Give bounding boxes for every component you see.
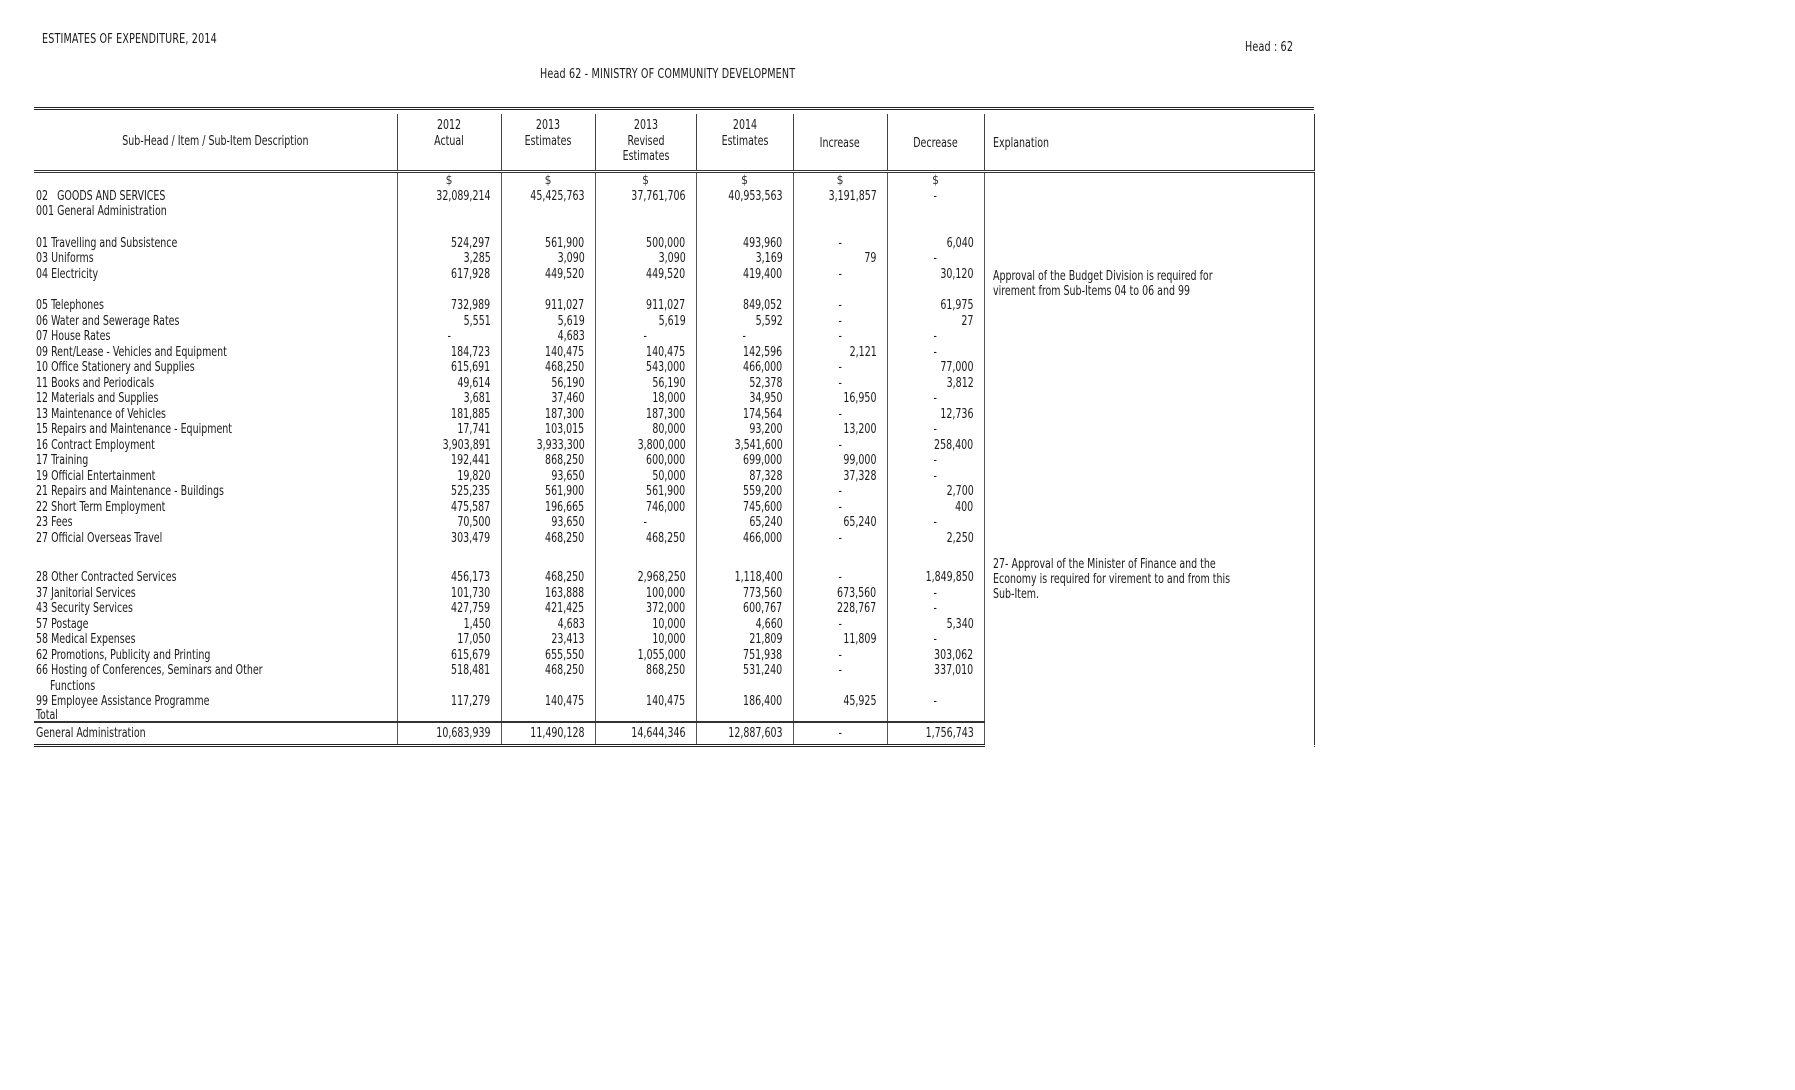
sub-item-label: Electricity [51, 265, 99, 282]
sub-item-description [34, 617, 397, 633]
cell-b: 187,300 [545, 405, 585, 422]
sub-item-description [34, 531, 397, 547]
cell-c: 372,000 [646, 600, 686, 616]
cell-c: 140,475 [646, 693, 686, 709]
cell-inc: 99,000 [843, 452, 877, 468]
sub-item-code: 66 [36, 662, 49, 678]
sub-item-code: 15 [36, 421, 49, 437]
cell-b: 23,413 [551, 631, 585, 647]
cell-b: 655,550 [545, 646, 585, 663]
cell-c: 449,520 [646, 265, 686, 282]
cell-inc: 37,328 [843, 467, 877, 484]
cell-inc: - [838, 436, 842, 453]
cell-a: 456,173 [451, 569, 491, 585]
col-header-explanation: Explanation [984, 114, 1314, 172]
cell-inc: 2,121 [849, 343, 877, 360]
cell-d: 142,596 [743, 343, 783, 360]
cell-inc: - [838, 312, 842, 329]
sub-item-code: 11 [36, 374, 49, 391]
cell-c: 1,055,000 [637, 646, 686, 663]
sub-item-code: 10 [36, 359, 49, 375]
explanation-budget-division: Approval of the Budget Division is required for virement from Sub-Items 04 to 06 and 99 [992, 268, 1213, 299]
sub-item-description [34, 422, 397, 438]
cell-dec: 5,340 [946, 615, 974, 632]
cell-inc: - [838, 374, 842, 391]
cell-b: 93,650 [551, 467, 585, 484]
cell-d: 3,541,600 [734, 436, 783, 453]
sub-item-label: Official Overseas Travel [51, 529, 163, 546]
cell-c: 746,000 [646, 498, 686, 515]
cell-dec: - [933, 467, 938, 484]
cell-c: 3,090 [658, 250, 686, 266]
sub-item-label: Employee Assistance Programme [51, 693, 210, 709]
sub-item-label: Fees [51, 514, 73, 530]
sub-item-description [34, 329, 397, 345]
sub-item-description [34, 407, 397, 423]
cell-b: 140,475 [545, 343, 585, 360]
sub-item-description [34, 438, 397, 454]
sub-item-code: 01 [36, 234, 49, 251]
cell-dec: 258,400 [934, 436, 974, 453]
sub-item-code: 99 [36, 693, 49, 709]
cell-a: 427,759 [451, 600, 491, 616]
sub-item-code: 27 [36, 529, 49, 546]
sub-item-label: Telephones [51, 297, 104, 313]
sub-item-description [34, 236, 397, 252]
cell-b: 468,250 [545, 529, 585, 546]
cell-d: - [742, 328, 747, 344]
cell-a: 617,928 [451, 265, 491, 282]
cell-dec: - [933, 514, 938, 530]
sub-item-description [34, 601, 397, 617]
sub-item-code: 62 [36, 646, 49, 663]
sub-item-description [34, 500, 397, 516]
cell-b: 421,425 [545, 600, 585, 616]
sub-item-code: 37 [36, 584, 49, 601]
sub-item-label: Water and Sewerage Rates [51, 312, 180, 329]
col-header-2014-estimates: 2014 Estimates [696, 114, 793, 172]
cell-c: 500,000 [646, 234, 686, 251]
sub-item-description [34, 376, 397, 392]
currency-symbol: $ [887, 172, 984, 189]
cell-b: 56,190 [551, 374, 585, 391]
cell-a: 615,691 [451, 359, 491, 375]
sub-item-label: Janitorial Services [51, 584, 136, 601]
cell-a: 117,279 [451, 693, 491, 709]
cell-a: 1,450 [463, 615, 491, 632]
cell-a: 192,441 [451, 452, 491, 468]
sub-item-code: 05 [36, 297, 49, 313]
cell-inc: - [838, 662, 842, 678]
total-c: 14,644,346 [631, 724, 686, 741]
cell-a: 525,235 [451, 483, 491, 499]
col-header-2013-estimates: 2013 Estimates [501, 114, 595, 172]
cell-a: 70,500 [457, 514, 491, 530]
cell-c: 868,250 [646, 662, 686, 678]
cell-dec: 303,062 [934, 646, 974, 663]
cell-d: 751,938 [743, 646, 783, 663]
cell-d: 493,960 [743, 234, 783, 251]
cell-b: 3,933,300 [536, 436, 585, 453]
cell-b: 911,027 [545, 297, 585, 313]
sub-item-code: 06 [36, 312, 49, 329]
cell-a: 184,723 [451, 343, 491, 360]
subhead-row: 02 GOODS AND SERVICES 32,089,214 45,425,763 37,761,706 40,953,563 3,191,857 - [34, 189, 1314, 205]
sub-item-code: 12 [36, 390, 49, 406]
cell-c: 18,000 [652, 390, 686, 406]
sub-item-description [34, 663, 397, 694]
sub-item-code: 58 [36, 631, 49, 647]
cell-dec: 1,849,850 [925, 569, 974, 585]
cell-a: 181,885 [451, 405, 491, 422]
cell-inc: - [838, 529, 842, 546]
cell-d: 186,400 [743, 693, 783, 709]
total-dec: 1,756,743 [925, 724, 974, 741]
sub-item-label: Repairs and Maintenance - Buildings [51, 483, 224, 499]
cell-dec: 2,700 [946, 483, 974, 499]
sub-item-description [34, 360, 397, 376]
sub-item-label: Hosting of Conferences, Seminars and Other [51, 662, 263, 678]
total-a: 10,683,939 [436, 724, 491, 741]
expenditure-table [34, 107, 1315, 747]
cell-c: 80,000 [652, 421, 686, 437]
cell-a: 303,479 [451, 529, 491, 546]
sub-item-label: Postage [51, 615, 89, 632]
sub-item-description [34, 694, 397, 710]
cell-c: 911,027 [646, 297, 686, 313]
cell-b: 140,475 [545, 693, 585, 709]
sub-item-label: Promotions, Publicity and Printing [51, 646, 211, 663]
cell-c: 56,190 [652, 374, 686, 391]
cell-a: 3,903,891 [442, 436, 491, 453]
sub-item-label: Office Stationery and Supplies [51, 359, 195, 375]
cell-inc: 45,925 [843, 693, 877, 709]
total-d: 12,887,603 [728, 724, 783, 741]
cell-inc: 13,200 [843, 421, 877, 437]
cell-inc: - [838, 483, 842, 499]
explanation-minister-finance: 27- Approval of the Minister of Finance and the Economy is required for virement to and from this Sub-Item. [992, 556, 1230, 602]
sub-item-code: 57 [36, 615, 49, 632]
sub-item-description [34, 251, 397, 267]
cell-d: 174,564 [743, 405, 783, 422]
cell-b: 93,650 [551, 514, 585, 530]
sub-item-label: Books and Periodicals [51, 374, 155, 391]
cell-b: 4,683 [557, 328, 585, 344]
sub-item-label: Other Contracted Services [51, 569, 177, 585]
cell-dec: - [933, 390, 938, 406]
head-number: Head : 62 [1245, 40, 1294, 55]
currency-symbol: $ [397, 172, 501, 189]
cell-d: 773,560 [743, 584, 783, 601]
cell-c: 140,475 [646, 343, 686, 360]
cell-dec: - [933, 421, 938, 437]
cell-inc: - [838, 498, 842, 515]
cell-b: 468,250 [545, 662, 585, 678]
cell-c: 10,000 [652, 615, 686, 632]
currency-symbol: $ [595, 172, 696, 189]
cell-d: 52,378 [749, 374, 783, 391]
total-inc: - [838, 724, 842, 741]
cell-d: 34,950 [749, 390, 783, 406]
cell-a: 19,820 [457, 467, 491, 484]
head-title: Head 62 - MINISTRY OF COMMUNITY DEVELOPMENT [540, 67, 796, 82]
cell-c: 543,000 [646, 359, 686, 375]
cell-b: 163,888 [545, 584, 585, 601]
cell-b: 868,250 [545, 452, 585, 468]
cell-inc: - [838, 265, 842, 282]
sub-item-code: 43 [36, 600, 49, 616]
cell-d: 5,592 [755, 312, 783, 329]
cell-dec: - [933, 584, 938, 601]
cell-dec: - [933, 693, 938, 709]
sub-item-label: Uniforms [51, 250, 94, 266]
cell-inc: 65,240 [843, 514, 877, 530]
cell-c: 5,619 [658, 312, 686, 329]
currency-symbol: $ [501, 172, 595, 189]
sub-item-description [34, 469, 397, 485]
header-row [34, 114, 1314, 172]
sub-item-description [34, 570, 397, 586]
cell-d: 559,200 [743, 483, 783, 499]
cell-dec: - [933, 452, 938, 468]
total-label: Total [36, 706, 58, 723]
cell-dec: 27 [961, 312, 974, 329]
cell-inc: - [838, 615, 842, 632]
cell-dec: 6,040 [946, 234, 974, 251]
sub-item-label: Medical Expenses [51, 631, 136, 647]
cell-dec: 2,250 [946, 529, 974, 546]
col-header-2013-revised: 2013 Revised Estimates [595, 114, 696, 172]
cell-d: 466,000 [743, 359, 783, 375]
cell-c: 3,800,000 [637, 436, 686, 453]
cell-dec: 400 [955, 498, 974, 515]
cell-inc: 673,560 [837, 584, 877, 601]
cell-d: 419,400 [743, 265, 783, 282]
cell-a: 518,481 [451, 662, 491, 678]
cell-inc: - [838, 328, 842, 344]
cell-d: 745,600 [743, 498, 783, 515]
sub-item-code: 28 [36, 569, 49, 585]
cell-a: 17,050 [457, 631, 491, 647]
sub-item-label: Rent/Lease - Vehicles and Equipment [51, 343, 227, 360]
cell-c: 600,000 [646, 452, 686, 468]
col-header-decrease: Decrease [887, 114, 984, 172]
cell-c: - [643, 328, 648, 344]
sub-item-code: 22 [36, 498, 49, 515]
cell-inc: 228,767 [837, 600, 877, 616]
cell-d: 699,000 [743, 452, 783, 468]
cell-dec: - [933, 600, 938, 616]
cell-a: 17,741 [457, 421, 491, 437]
sub-item-description [34, 632, 397, 648]
col-header-increase: Increase [793, 114, 887, 172]
col-header-2012-actual: 2012 Actual [397, 114, 501, 172]
cell-inc: - [838, 359, 842, 375]
sub-item-description [34, 484, 397, 500]
currency-row [34, 172, 1314, 189]
cell-c: 2,968,250 [637, 569, 686, 585]
sub-item-code: 16 [36, 436, 49, 453]
subhead-label: GOODS AND SERVICES [57, 187, 166, 204]
cell-a: - [447, 328, 451, 344]
cell-inc: - [838, 297, 842, 313]
cell-c: 10,000 [652, 631, 686, 647]
sub-item-label: Contract Employment [51, 436, 155, 453]
sub-item-description [34, 391, 397, 407]
cell-inc: - [838, 646, 842, 663]
cell-inc: - [838, 405, 842, 422]
document-title: ESTIMATES OF EXPENDITURE, 2014 [42, 32, 217, 47]
sub-item-description [34, 345, 397, 361]
sub-item-label: Official Entertainment [51, 467, 156, 484]
cell-d: 531,240 [743, 662, 783, 678]
cell-a: 524,297 [451, 234, 491, 251]
cell-b: 37,460 [551, 390, 585, 406]
cell-dec: 12,736 [940, 405, 974, 422]
cell-dec: 3,812 [946, 374, 974, 391]
sub-item-description [34, 515, 397, 531]
cell-b: 468,250 [545, 569, 585, 585]
cell-b: 468,250 [545, 359, 585, 375]
cell-d: 1,118,400 [734, 569, 783, 585]
cell-d: 466,000 [743, 529, 783, 546]
sub-item-label: Short Term Employment [51, 498, 166, 515]
cell-b: 449,520 [545, 265, 585, 282]
cell-dec: - [933, 328, 938, 344]
sub-item-description [34, 314, 397, 330]
cell-b: 5,619 [557, 312, 585, 329]
cell-inc: 16,950 [843, 390, 877, 406]
cell-c: - [643, 514, 648, 530]
item-row: 001 General Administration [34, 204, 1314, 220]
sub-item-code: 13 [36, 405, 49, 422]
sub-item-code: 03 [36, 250, 49, 266]
cell-a: 615,679 [451, 646, 491, 663]
cell-d: 87,328 [749, 467, 783, 484]
item-label: General Administration [57, 203, 167, 219]
cell-c: 468,250 [646, 529, 686, 546]
cell-a: 3,681 [463, 390, 491, 406]
cell-dec: - [933, 343, 938, 360]
sub-item-label: Security Services [51, 600, 133, 616]
cell-dec: 337,010 [934, 662, 974, 678]
sub-item-code: 23 [36, 514, 49, 530]
cell-c: 100,000 [646, 584, 686, 601]
cell-b: 103,015 [545, 421, 585, 437]
sub-item-label: Travelling and Subsistence [51, 234, 178, 251]
col-header-description: Sub-Head / Item / Sub-Item Description [34, 114, 397, 172]
sub-item-code: 04 [36, 265, 49, 282]
sub-item-code: 17 [36, 452, 49, 468]
sub-item-description [34, 648, 397, 664]
sub-item-label: Materials and Supplies [51, 390, 159, 406]
cell-d: 4,660 [755, 615, 783, 632]
cell-a: 3,285 [463, 250, 491, 266]
cell-dec: 61,975 [940, 297, 974, 313]
cell-b: 3,090 [557, 250, 585, 266]
sub-item-label-continued: Functions [50, 677, 96, 694]
cell-c: 50,000 [652, 467, 686, 484]
cell-b: 561,900 [545, 234, 585, 251]
cell-a: 5,551 [463, 312, 491, 329]
cell-d: 3,169 [755, 250, 783, 266]
sub-item-code: 07 [36, 328, 49, 344]
currency-symbol: $ [696, 172, 793, 189]
cell-inc: 11,809 [843, 631, 877, 647]
cell-inc: - [838, 234, 842, 251]
cell-dec: 30,120 [940, 265, 974, 282]
cell-dec: - [933, 631, 938, 647]
cell-dec: 77,000 [940, 359, 974, 375]
cell-a: 101,730 [451, 584, 491, 601]
cell-d: 21,809 [749, 631, 783, 647]
total-item-label: General Administration [36, 724, 146, 741]
cell-inc: - [838, 569, 842, 585]
cell-d: 93,200 [749, 421, 783, 437]
cell-c: 187,300 [646, 405, 686, 422]
cell-d: 600,767 [743, 600, 783, 616]
cell-b: 4,683 [557, 615, 585, 632]
sub-item-code: 21 [36, 483, 49, 499]
cell-dec: - [933, 250, 938, 266]
sub-item-description [34, 453, 397, 469]
cell-b: 561,900 [545, 483, 585, 499]
sub-item-description [34, 267, 397, 283]
cell-c: 561,900 [646, 483, 686, 499]
sub-item-label: Training [51, 452, 89, 468]
cell-d: 65,240 [749, 514, 783, 530]
cell-a: 475,587 [451, 498, 491, 515]
sub-item-label: Maintenance of Vehicles [51, 405, 166, 422]
sub-item-label: House Rates [51, 328, 111, 344]
cell-a: 49,614 [457, 374, 491, 391]
sub-item-code: 09 [36, 343, 49, 360]
sub-item-label: Repairs and Maintenance - Equipment [51, 421, 233, 437]
cell-b: 196,665 [545, 498, 585, 515]
currency-symbol: $ [793, 172, 887, 189]
cell-a: 732,989 [451, 297, 491, 313]
sub-item-description [34, 298, 397, 314]
sub-item-description [34, 586, 397, 602]
sub-item-code: 19 [36, 467, 49, 484]
total-b: 11,490,128 [530, 724, 585, 741]
cell-inc: 79 [864, 250, 877, 266]
cell-d: 849,052 [743, 297, 783, 313]
